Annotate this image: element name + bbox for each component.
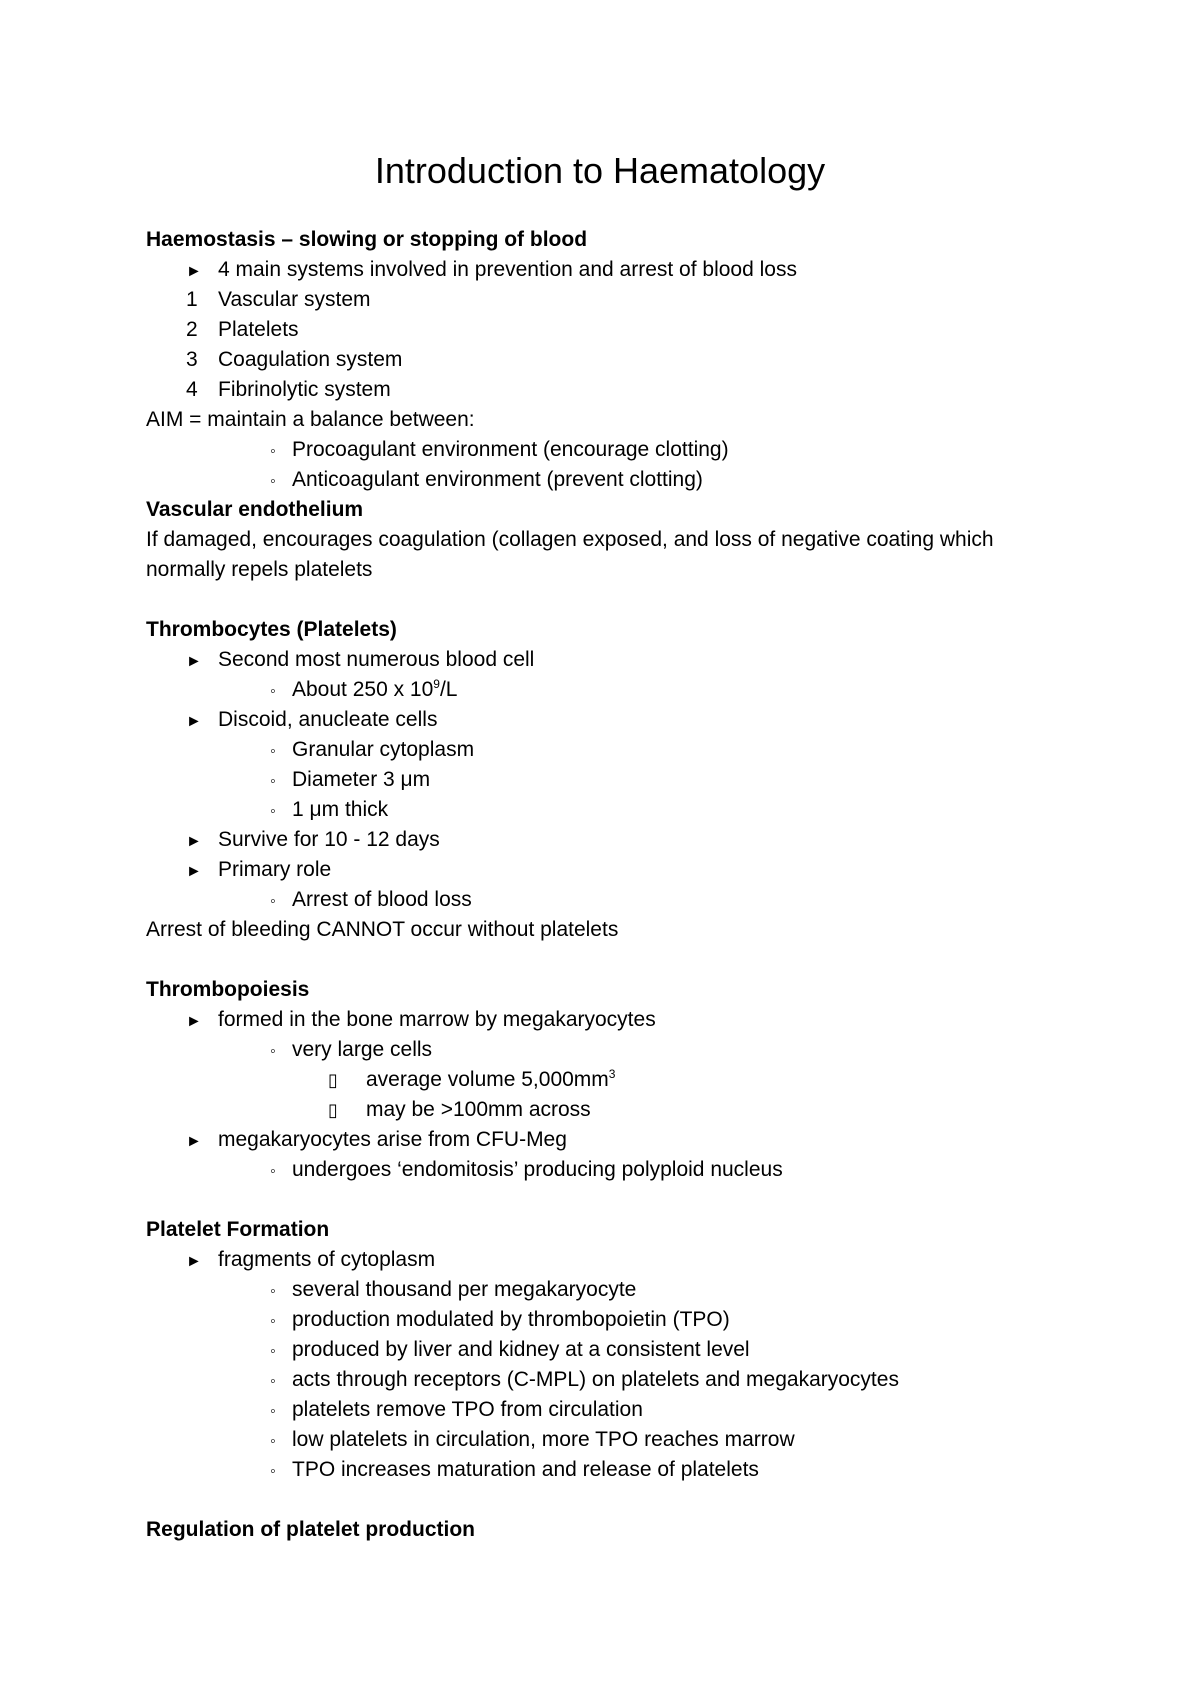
- sub-bullet-item: ◦ platelets remove TPO from circulation: [254, 1397, 643, 1423]
- arrow-bullet-icon: ►: [186, 1133, 202, 1150]
- bullet-item: ► Discoid, anucleate cells: [186, 707, 437, 733]
- sub-sub-bullet-item: ▯ may be >100mm across: [328, 1098, 591, 1121]
- sub-bullet-item: ◦ several thousand per megakaryocyte: [254, 1277, 636, 1303]
- circle-bullet-icon: ◦: [270, 683, 276, 700]
- sub-bullet-item: ◦ acts through receptors (C-MPL) on platelets and megakaryocytes: [254, 1367, 899, 1393]
- bullet-item: ► Second most numerous blood cell: [186, 647, 534, 673]
- paragraph-line: normally repels platelets: [146, 558, 373, 581]
- arrow-bullet-icon: ►: [186, 1013, 202, 1030]
- numbered-item: 2 Platelets: [186, 318, 299, 341]
- circle-bullet-icon: ◦: [270, 1043, 276, 1060]
- section-heading-platelet-formation: Platelet Formation: [146, 1218, 330, 1241]
- sub-bullet-item: ◦ Granular cytoplasm: [254, 737, 474, 763]
- bullet-item: ► formed in the bone marrow by megakaryocytes: [186, 1007, 656, 1033]
- sub-bullet-item: ◦ 1 μm thick: [254, 797, 388, 823]
- circle-bullet-icon: ◦: [270, 773, 276, 790]
- sub-bullet-item: ◦ production modulated by thrombopoietin (TPO): [254, 1307, 730, 1333]
- sub-bullet-item: ◦ Procoagulant environment (encourage clotting): [254, 437, 729, 463]
- numbered-item: 3 Coagulation system: [186, 348, 403, 371]
- numbered-item: 1 Vascular system: [186, 288, 371, 311]
- sub-bullet-item: ◦ About 250 x $10^9/L$: [254, 677, 457, 703]
- circle-bullet-icon: ◦: [270, 803, 276, 820]
- arrow-bullet-icon: ►: [186, 263, 202, 280]
- circle-bullet-icon: ◦: [270, 1403, 276, 1420]
- section-heading-thrombopoiesis: Thrombopoiesis: [146, 978, 310, 1001]
- sub-bullet-item: ◦ Diameter 3 μm: [254, 767, 430, 793]
- section-heading-regulation: Regulation of platelet production: [146, 1518, 475, 1541]
- circle-bullet-icon: ◦: [270, 743, 276, 760]
- arrow-bullet-icon: ►: [186, 713, 202, 730]
- section-heading-vascular: Vascular endothelium: [146, 498, 364, 521]
- square-bullet-icon: ▯: [328, 1070, 338, 1090]
- circle-bullet-icon: ◦: [270, 1313, 276, 1330]
- sub-bullet-item: ◦ TPO increases maturation and release of platelets: [254, 1457, 759, 1483]
- circle-bullet-icon: ◦: [270, 443, 276, 460]
- bullet-item: ► fragments of cytoplasm: [186, 1247, 435, 1273]
- section-heading-haemostasis: Haemostasis – slowing or stopping of blood: [146, 228, 588, 251]
- circle-bullet-icon: ◦: [270, 1343, 276, 1360]
- sub-bullet-item: ◦ Anticoagulant environment (prevent clotting): [254, 467, 703, 493]
- circle-bullet-icon: ◦: [270, 1433, 276, 1450]
- circle-bullet-icon: ◦: [270, 893, 276, 910]
- sub-bullet-item: ◦ undergoes ‘endomitosis’ producing polyploid nucleus: [254, 1157, 783, 1183]
- circle-bullet-icon: ◦: [270, 473, 276, 490]
- square-bullet-icon: ▯: [328, 1100, 338, 1120]
- section-heading-thrombocytes: Thrombocytes (Platelets): [146, 618, 397, 641]
- bullet-item: ► megakaryocytes arise from CFU-Meg: [186, 1127, 567, 1153]
- note-text: Arrest of bleeding CANNOT occur without platelets: [146, 918, 619, 941]
- sub-sub-bullet-item: ▯ average volume $5,000mm^3$: [328, 1067, 616, 1091]
- circle-bullet-icon: ◦: [270, 1283, 276, 1300]
- bullet-item: ► 4 main systems involved in prevention and arrest of blood loss: [186, 257, 797, 283]
- arrow-bullet-icon: ►: [186, 1253, 202, 1270]
- aim-text: AIM = maintain a balance between:: [146, 408, 475, 431]
- page-title: Introduction to Haematology: [374, 150, 826, 191]
- arrow-bullet-icon: ►: [186, 833, 202, 850]
- sub-bullet-item: ◦ low platelets in circulation, more TPO reaches marrow: [254, 1427, 795, 1453]
- circle-bullet-icon: ◦: [270, 1463, 276, 1480]
- paragraph-line: If damaged, encourages coagulation (collagen exposed, and loss of negative coating which: [146, 528, 994, 551]
- arrow-bullet-icon: ►: [186, 653, 202, 670]
- arrow-bullet-icon: ►: [186, 863, 202, 880]
- bullet-item: ► Primary role: [186, 857, 331, 883]
- bullet-item: ► Survive for 10 - 12 days: [186, 827, 440, 853]
- sub-bullet-item: ◦ produced by liver and kidney at a consistent level: [254, 1337, 750, 1363]
- circle-bullet-icon: ◦: [270, 1163, 276, 1180]
- circle-bullet-icon: ◦: [270, 1373, 276, 1390]
- sub-bullet-item: ◦ Arrest of blood loss: [254, 887, 472, 913]
- numbered-item: 4 Fibrinolytic system: [186, 378, 391, 401]
- sub-bullet-item: ◦ very large cells: [254, 1037, 432, 1063]
